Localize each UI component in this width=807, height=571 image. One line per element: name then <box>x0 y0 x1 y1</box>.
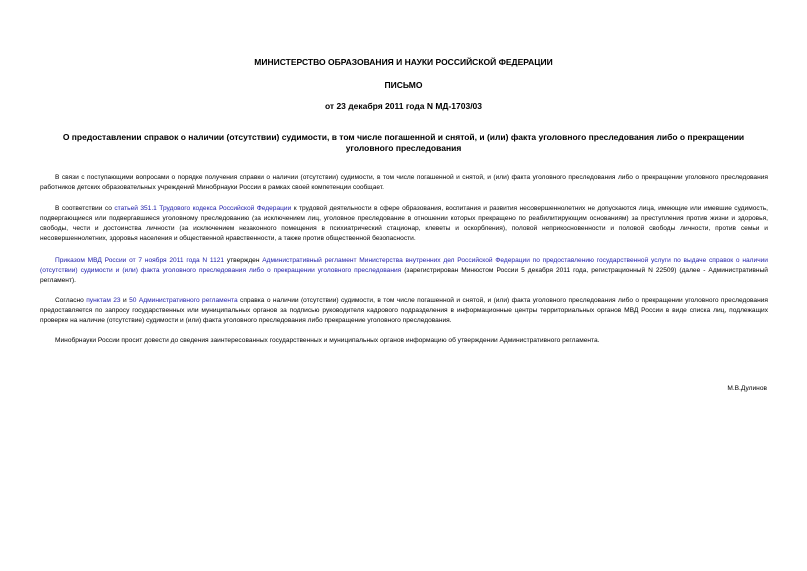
clause-50-link[interactable]: 50 Административного регламента <box>129 297 238 304</box>
paragraph-4-pre: Согласно <box>55 297 87 304</box>
paragraph-4-post: справка о наличии (отсутствии) судимости, в том числе погашенной и снятой, и (или) факта уголовного преследования либо о прекращении уголовного преследования предоставляется по запросу государственных или муниципальных органов за подписью руководителя кадрового подразделения в информационные центры территориальных органов МВД России в виде списка лиц, подлежащих проверке на наличие (отсутствие) судимости и (или) факта уголовного преследования либо прекращение уголовного преследования. <box>40 297 768 324</box>
document-title: О предоставлении справок о наличии (отсутствии) судимости, в том числе погашенной и снятой, и (или) факта уголовного преследования либо о прекращении уголовного преследования <box>62 132 745 153</box>
paragraph-3-post: (зарегистрирован Минюстом России 5 декабря 2011 года, регистрационный N 22509) (далее - Административный регламент). <box>40 267 768 284</box>
paragraph-2 <box>40 204 768 244</box>
paragraph-5 <box>40 336 768 346</box>
ministry-heading: МИНИСТЕРСТВО ОБРАЗОВАНИЯ И НАУКИ РОССИЙСКОЙ ФЕДЕРАЦИИ <box>254 57 553 67</box>
paragraph-5-text: Минобрнауки России просит довести до сведения заинтересованных государственных и муниципальных органов информацию об утверждении Административного регламента. <box>55 337 600 344</box>
admin-regulation-link[interactable]: Административный регламент Министерства внутренних дел Российской Федерации по предоставлению государственной услуги по выдаче справок о наличии (отсутствии) судимости и (или) факта уголовного преследования либо о прекращении уголовного преследования <box>40 257 768 274</box>
labor-code-link[interactable]: статьей 351.1 Трудового кодекса Российской Федерации <box>114 205 292 212</box>
clause-23-link[interactable]: пунктам 23 <box>86 297 121 304</box>
paragraph-3-mid: утвержден <box>224 257 263 264</box>
paragraph-4 <box>40 296 768 326</box>
paragraph-2-post: к трудовой деятельности в сфере образования, воспитания и развития несовершеннолетних не допускаются лица, имеющие или имевшие судимость, подвергающиеся или подвергавшиеся уголовному преследованию (за исключением лиц, уголовное преследование в отношении которых прекращено по реабилитирующим основаниям) за преступления против жизни и здоровья, свободы, чести и достоинства личности (за исключением незаконного помещения в психиатрический стационар, клеветы и оскорбления), половой неприкосновенности и половой свободы личности, против семьи и несовершеннолетних, здоровья населения и общественной нравственности, а также против общественной безопасности. <box>40 205 768 242</box>
date-number-heading: от 23 декабря 2011 года N МД-1703/03 <box>324 101 483 111</box>
doc-type-heading: ПИСЬМО <box>384 80 423 90</box>
paragraph-1-text: В связи с поступающими вопросами о порядке получения справки о наличии (отсутствии) судимости, в том числе погашенной и снятой, и (или) факта уголовного преследования либо о прекращении уголовного преследования работников детских образовательных учреждений Минобрнауки России в рамках своей компетенции сообщает. <box>40 174 768 191</box>
mvd-order-link[interactable]: Приказом МВД России от 7 ноября 2011 года N 1121 <box>55 257 225 264</box>
signature: М.В.Дулинов <box>727 385 767 392</box>
paragraph-1 <box>40 173 768 193</box>
paragraph-4-and: и <box>120 297 130 304</box>
paragraph-2-pre: В соответствии со <box>55 205 115 212</box>
paragraph-3 <box>40 256 768 286</box>
